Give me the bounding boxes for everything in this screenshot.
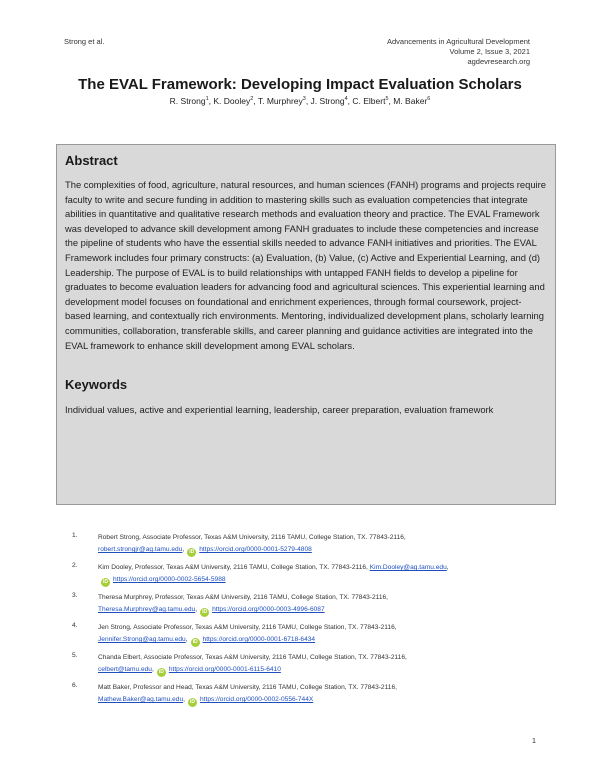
email-link[interactable]: Mathew.Baker@ag.tamu.edu xyxy=(98,696,184,703)
footnote-affiliation: Theresa Murphrey, Professor, Texas A&M University, 2116 TAMU, College Station, TX. 77843-2116, xyxy=(98,594,389,601)
author-5: C. Elbert$^5$, xyxy=(352,96,394,106)
email-link[interactable]: Jennifer.Strong@ag.tamu.edu xyxy=(98,636,186,643)
author-3: T. Murphrey$^3$, xyxy=(257,96,311,106)
footnote-item: 1. Robert Strong, Associate Professor, Texas A&M University, 2116 TAMU, College Station, TX. 77843-2116, robert.strongjr@ag.tamu.edu, iD https://orcid.org/0000-0001-5279-4808 xyxy=(64,532,544,562)
page-number: 1 xyxy=(531,736,536,745)
orcid-link[interactable]: https://orcid.org/0000-0001-6115-6410 xyxy=(168,666,281,673)
footnote-number: 3. xyxy=(72,592,78,599)
footnote-number: 4. xyxy=(72,622,78,629)
keywords-heading: Keywords xyxy=(65,377,128,393)
footnote-affiliation: Matt Baker, Professor and Head, Texas A&M University, 2116 TAMU, College Station, TX. 77843-2116, xyxy=(98,684,397,691)
author-list xyxy=(0,96,600,106)
keywords-text: Individual values, active and experiential learning, leadership, career preparation, evaluation framework xyxy=(65,404,494,416)
footnote-item: 3. Theresa Murphrey, Professor, Texas A&M University, 2116 TAMU, College Station, TX. 77843-2116, Theresa.Murphrey@ag.tamu.edu, iD https://orcid.org/0000-0003-4996-6087 xyxy=(64,592,544,622)
email-link[interactable]: celbert@tamu.edu xyxy=(98,666,152,673)
footnote-affiliation: Chanda Elbert, Associate Professor, Texas A&M University, 2116 TAMU, College Station, TX. 77843-2116, xyxy=(98,654,407,661)
footnote-item: 5. Chanda Elbert, Associate Professor, Texas A&M University, 2116 TAMU, College Station, TX. 77843-2116, celbert@tamu.edu, iD https://orcid.org/0000-0001-6115-6410 xyxy=(64,652,544,682)
orcid-link[interactable]: https://orcid.org/0000-0003-4996-6087 xyxy=(212,606,325,613)
orcid-icon: iD xyxy=(202,609,208,615)
abstract-box xyxy=(56,144,556,505)
running-head-authors: Strong et al. xyxy=(64,37,105,46)
paper-title: The EVAL Framework: Developing Impact Evaluation Scholars xyxy=(78,76,522,93)
orcid-link[interactable]: https://orcid.org/0000-0002-0556-744X xyxy=(199,696,314,703)
journal-volume: Volume 2, Issue 3, 2021 xyxy=(449,47,530,56)
footnote-item: 2. Kim Dooley, Professor, Texas A&M University, 2116 TAMU, College Station, TX. 77843-2116, Kim.Dooley@ag.tamu.edu, iD https://orcid.org/0000-0002-5654-5988 xyxy=(72,562,449,585)
footnote-number: 1. xyxy=(72,532,78,539)
orcid-link[interactable]: https://orcid.org/0000-0001-5279-4808 xyxy=(199,546,312,553)
author-4: J. Strong$^4$, xyxy=(310,96,353,106)
journal-site: agdevresearch.org xyxy=(467,57,530,66)
email-link[interactable]: Kim.Dooley@ag.tamu.edu xyxy=(369,564,447,571)
orcid-link[interactable]: https://orcid.org/0000-0002-5654-5988 xyxy=(113,576,226,583)
abstract-heading: Abstract xyxy=(65,153,118,168)
author-footnotes xyxy=(64,532,544,712)
author-6: M. Baker$^6$ xyxy=(393,96,431,106)
footnote-number: 6. xyxy=(72,682,78,689)
journal-name: Advancements in Agricultural Development xyxy=(387,37,530,46)
running-head-journal xyxy=(387,37,530,67)
orcid-icon: iD xyxy=(158,669,164,675)
orcid-icon: iD xyxy=(189,549,195,555)
orcid-link[interactable]: https://orcid.org/0000-0001-6718-6434 xyxy=(202,636,316,643)
footnote-number: 5. xyxy=(72,652,78,659)
orcid-icon: iD xyxy=(192,639,198,645)
orcid-icon: iD xyxy=(103,579,108,585)
footnote-affiliation: Jen Strong, Associate Professor, Texas A&M University, 2116 TAMU, College Station, TX. 77843-2116, xyxy=(98,624,397,631)
footnote-affiliation: Robert Strong, Associate Professor, Texas A&M University, 2116 TAMU, College Station, TX. 77843-2116, xyxy=(98,534,406,541)
footnote-item: 6. Matt Baker, Professor and Head, Texas A&M University, 2116 TAMU, College Station, TX. 77843-2116, Mathew.Baker@ag.tamu.edu, iD https://orcid.org/0000-0002-0556-744X xyxy=(64,682,544,712)
email-link[interactable]: robert.strongjr@ag.tamu.edu xyxy=(98,546,183,553)
email-link[interactable]: Theresa.Murphrey@ag.tamu.edu xyxy=(98,606,196,613)
footnote-affiliation: Kim Dooley, Professor, Texas A&M University, 2116 TAMU, College Station, TX. 77843-2116, xyxy=(98,564,368,571)
abstract-text: The complexities of food, agriculture, natural resources, and human sciences (FANH) programs and projects require faculty to write and secure funding in addition to mastering skills such as evaluation competencies that integrate abilities in quantitative and qualitative research methods and evaluation theory and practice. The EVAL Framework was developed to advance skill development among FANH graduates to include these competencies and increase the pipeline of students who have the essential skills needed to advance FANH initiatives and priorities. The EVAL Framework includes four primary constructs: (a) Evaluation, (b) Value, (c) Active and Experiential Learning, and (d) Leadership. The purpose of EVAL is to build relationships with untapped FANH fields to develop a pipeline for graduates to become evaluation leaders for advancing food and agricultural sciences. This experiential learning and development model focuses on foundational and enrichment experiences, through formal coursework, project-based learning, and contextually rich environments. Mentoring, individualized development plans, scholarly learning communities, collaboration, transferable skills, and career planning and guidance activities are integrated into the EVAL framework to enhance skill development among EVAL scholars. xyxy=(65,179,546,351)
orcid-icon: iD xyxy=(189,699,195,705)
author-2: K. Dooley$^2$, xyxy=(213,96,258,106)
footnote-item: 4. Jen Strong, Associate Professor, Texas A&M University, 2116 TAMU, College Station, TX. 77843-2116, Jennifer.Strong@ag.tamu.edu, iD https://orcid.org/0000-0001-6718-6434 xyxy=(64,622,544,652)
footnote-number: 2. xyxy=(72,562,78,569)
author-1: R. Strong$^1$, xyxy=(169,96,214,106)
